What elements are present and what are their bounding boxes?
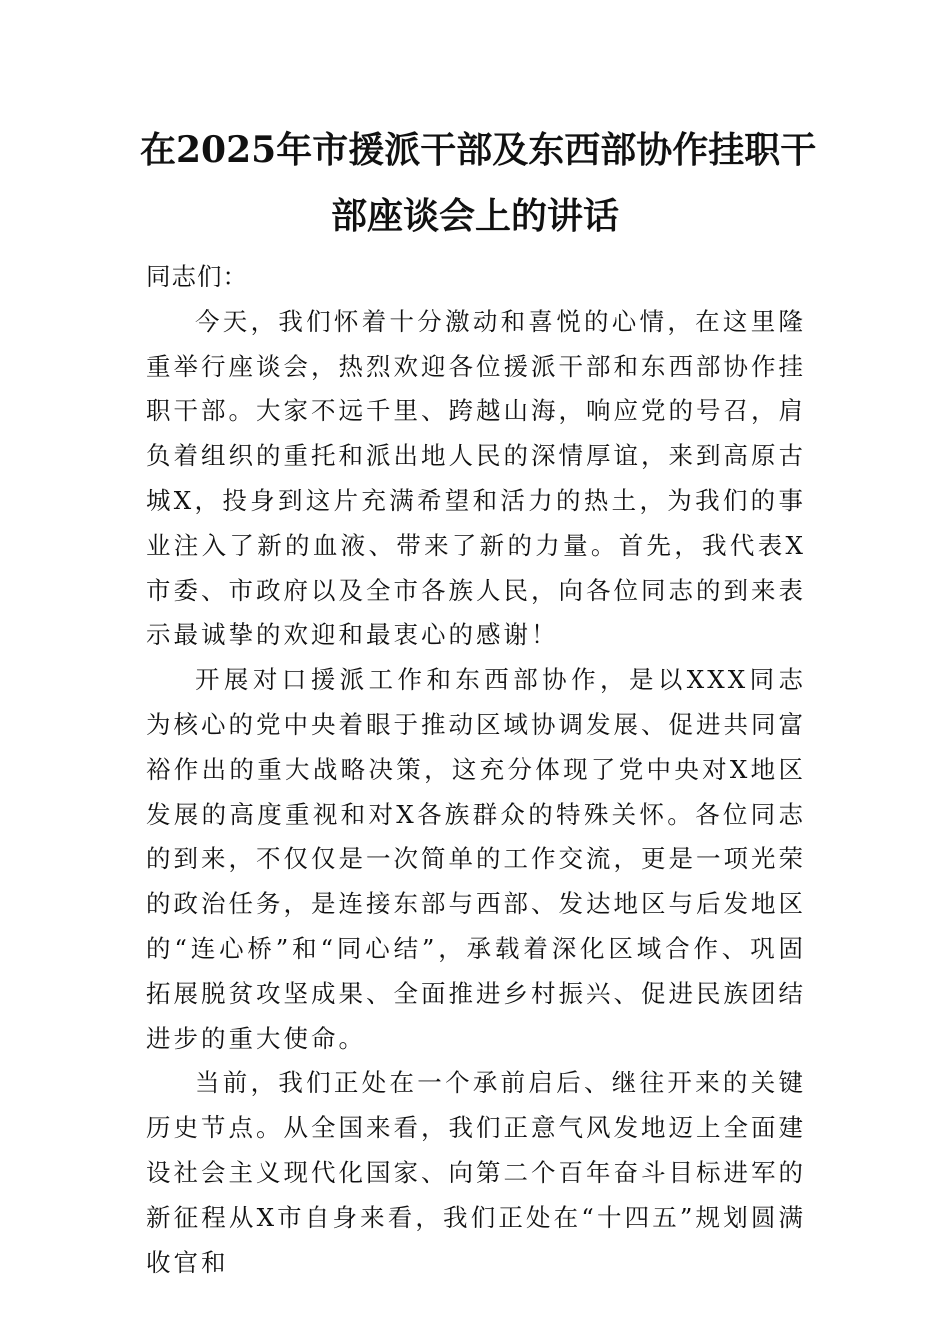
document-body [146, 255, 806, 1285]
salutation: 同志们： [146, 262, 248, 291]
document-title-line-2: 部座谈会上的讲话 [330, 195, 619, 237]
document-title-line-1: 在2025年市援派干部及东西部协作挂职干 [140, 129, 817, 171]
paragraph-1: 今天，我们怀着十分激动和喜悦的心情，在这里隆重举行座谈会，热烈欢迎各位援派干部和东西部协作挂职干部。大家不远千里、跨越山海，响应党的号召，肩负着组织的重托和派出地人民的深情厚谊，来到高原古城X，投身到这片充满希望和活力的热土，为我们的事业注入了新的血液、带来了新的力量。首先，我代表X市委、市政府以及全市各族人民，向各位同志的到来表示最诚挚的欢迎和最衷心的感谢！ [146, 306, 806, 650]
paragraph-3: 当前，我们正处在一个承前启后、继往开来的关键历史节点。从全国来看，我们正意气风发地迈上全面建设社会主义现代化国家、向第二个百年奋斗目标进军的新征程从X市自身来看，我们正处在“十四五”规划圆满收官和 [146, 1068, 806, 1277]
paragraph-2: 开展对口援派工作和东西部协作，是以XXX同志为核心的党中央着眼于推动区域协调发展、促进共同富裕作出的重大战略决策，这充分体现了党中央对X地区发展的高度重视和对X各族群众的特殊关怀。各位同志的到来，不仅仅是一次简单的工作交流，更是一项光荣的政治任务，是连接东部与西部、发达地区与后发地区的“连心桥”和“同心结”，承载着深化区域合作、巩固拓展脱贫攻坚成果、全面推进乡村振兴、促进民族团结进步的重大使命。 [146, 665, 806, 1053]
